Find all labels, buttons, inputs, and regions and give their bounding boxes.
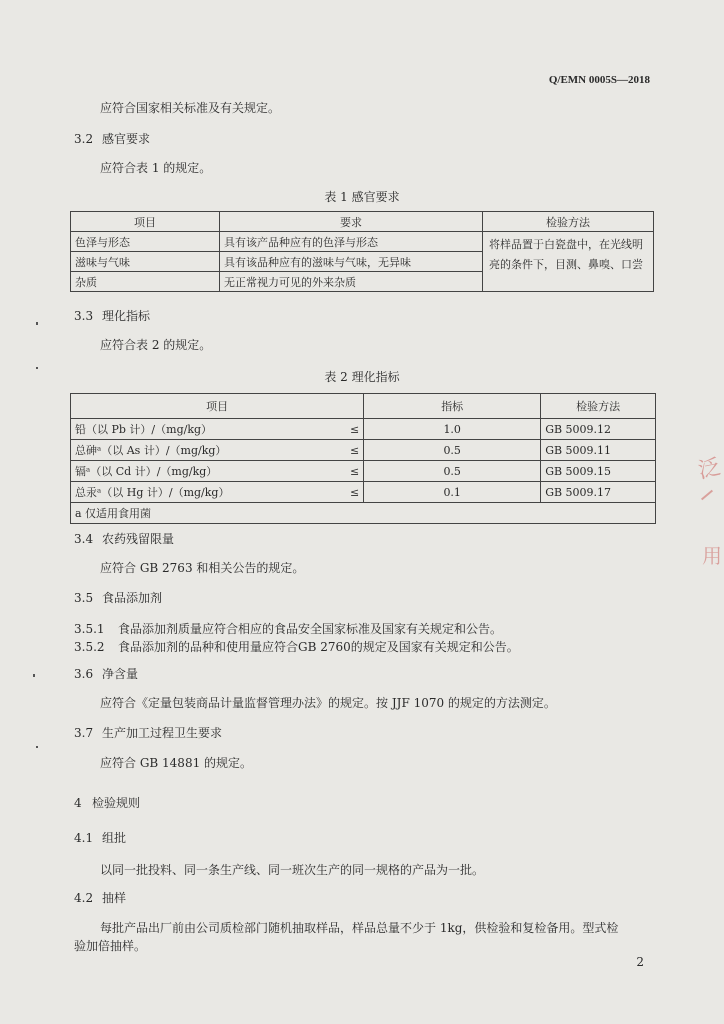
table-header-cell: 要求: [220, 212, 483, 232]
table-note: a 仅适用食用菌: [71, 503, 656, 524]
section-heading-3-4: [74, 530, 174, 547]
section-text-continued: 验加倍抽样。: [74, 939, 147, 953]
table2-caption: 表 2 理化指标: [324, 370, 400, 384]
table-cell: 铅（以 Pb 计）/（mg/kg）: [71, 419, 342, 440]
section-heading-3-7: [74, 724, 222, 741]
intro-text: 应符合国家相关标准及有关规定。: [100, 101, 281, 115]
table-cell: ≤: [341, 419, 364, 440]
table-header-cell: 项目: [71, 212, 220, 232]
section-number: 3.2: [74, 132, 94, 146]
section-number: 4.2: [74, 891, 94, 905]
section-title: 理化指标: [102, 309, 151, 323]
section-heading-3-6: [74, 665, 138, 682]
scan-speck: [33, 674, 35, 677]
table-cell: ≤: [341, 461, 364, 482]
table-header-cell: 指标: [364, 394, 541, 419]
section-title: 净含量: [102, 667, 139, 681]
table-header-cell: 检验方法: [483, 212, 654, 232]
red-stamp-stroke: [701, 490, 713, 501]
table-cell: 无正常视力可见的外来杂质: [220, 272, 483, 292]
table-row: [71, 419, 656, 440]
table-cell: 具有该品种应有的滋味与气味，无异味: [220, 252, 483, 272]
table-header-row: [71, 212, 654, 232]
table-cell: 色泽与形态: [71, 232, 220, 252]
section-heading-3-5: [74, 589, 162, 606]
section-text: 以同一批投料、同一条生产线、同一班次生产的同一规格的产品为一批。: [100, 863, 485, 877]
section-text: 应符合表 1 的规定。: [100, 161, 212, 175]
section-heading-4: [74, 794, 140, 811]
table-cell: 具有该产品种应有的色泽与形态: [220, 232, 483, 252]
section-heading-3-3: [74, 307, 150, 324]
section-number: 4: [74, 796, 82, 810]
page-number: 2: [636, 955, 644, 969]
table-cell: 杂质: [71, 272, 220, 292]
section-title: 农药残留限量: [102, 532, 175, 546]
method-cell: 将样品置于白瓷盘中，在光线明亮的条件下，目测、鼻嗅、口尝: [483, 232, 654, 292]
section-heading-4-2: [74, 889, 126, 906]
section-title: 组批: [102, 831, 127, 845]
section-title: 食品添加剂: [102, 591, 163, 605]
scan-speck: [36, 322, 38, 325]
section-heading-3-2: [74, 130, 150, 147]
section-text: 每批产品出厂前由公司质检部门随机抽取样品，样品总量不少于 1kg，供检验和复检备用。型式检: [100, 921, 619, 935]
table-header-row: [71, 394, 656, 419]
table-header-cell: 项目: [71, 394, 364, 419]
clause-3-5-2: [74, 638, 519, 655]
clause-text: 食品添加剂的品种和使用量应符合GB 2760的规定及国家有关规定和公告。: [118, 640, 519, 654]
clause-number: 3.5.1: [74, 622, 105, 636]
table-cell: 0.5: [364, 440, 541, 461]
table-cell: ≤: [341, 440, 364, 461]
table-cell: 1.0: [364, 419, 541, 440]
section-title: 检验规则: [92, 796, 141, 810]
section-text: 应符合 GB 14881 的规定。: [100, 756, 253, 770]
table-cell: 镉ᵃ（以 Cd 计）/（mg/kg）: [71, 461, 342, 482]
section-text: 应符合《定量包装商品计量监督管理办法》的规定。按 JJF 1070 的规定的方法测定。: [100, 696, 556, 710]
table-cell: 0.1: [364, 482, 541, 503]
section-number: 3.4: [74, 532, 94, 546]
clause-3-5-1: [74, 620, 502, 637]
section-number: 3.7: [74, 726, 94, 740]
table-cell: ≤: [341, 482, 364, 503]
sensory-requirements-table: [70, 211, 654, 292]
table-cell: 总砷ᵃ（以 As 计）/（mg/kg）: [71, 440, 342, 461]
clause-text: 食品添加剂质量应符合相应的食品安全国家标准及国家有关规定和公告。: [118, 622, 503, 636]
section-text: 应符合 GB 2763 和相关公告的规定。: [100, 561, 305, 575]
document-id: Q/EMN 0005S—2018: [548, 74, 650, 86]
table-note-row: [71, 503, 656, 524]
scan-speck: [36, 367, 38, 369]
section-number: 3.5: [74, 591, 94, 605]
table-cell: GB 5009.11: [541, 440, 656, 461]
section-title: 感官要求: [102, 132, 151, 146]
table-row: [71, 440, 656, 461]
red-stamp-fragment: 用: [702, 544, 722, 568]
table-cell: 总汞ᵃ（以 Hg 计）/（mg/kg）: [71, 482, 342, 503]
clause-number: 3.5.2: [74, 640, 105, 654]
table1-caption: 表 1 感官要求: [324, 190, 400, 204]
table-cell: GB 5009.17: [541, 482, 656, 503]
section-title: 生产加工过程卫生要求: [102, 726, 223, 740]
scan-speck: [36, 746, 38, 748]
table-row: [71, 482, 656, 503]
table-row: [71, 461, 656, 482]
section-number: 4.1: [74, 831, 94, 845]
red-stamp-fragment: 泛: [696, 454, 723, 484]
section-heading-4-1: [74, 829, 126, 846]
physicochemical-table: [70, 393, 656, 524]
section-number: 3.6: [74, 667, 94, 681]
section-text: 应符合表 2 的规定。: [100, 338, 212, 352]
table-header-cell: 检验方法: [541, 394, 656, 419]
table-cell: 0.5: [364, 461, 541, 482]
table-cell: 滋味与气味: [71, 252, 220, 272]
section-number: 3.3: [74, 309, 94, 323]
table-cell: GB 5009.15: [541, 461, 656, 482]
section-title: 抽样: [102, 891, 127, 905]
table-row: [71, 232, 654, 252]
table-cell: GB 5009.12: [541, 419, 656, 440]
